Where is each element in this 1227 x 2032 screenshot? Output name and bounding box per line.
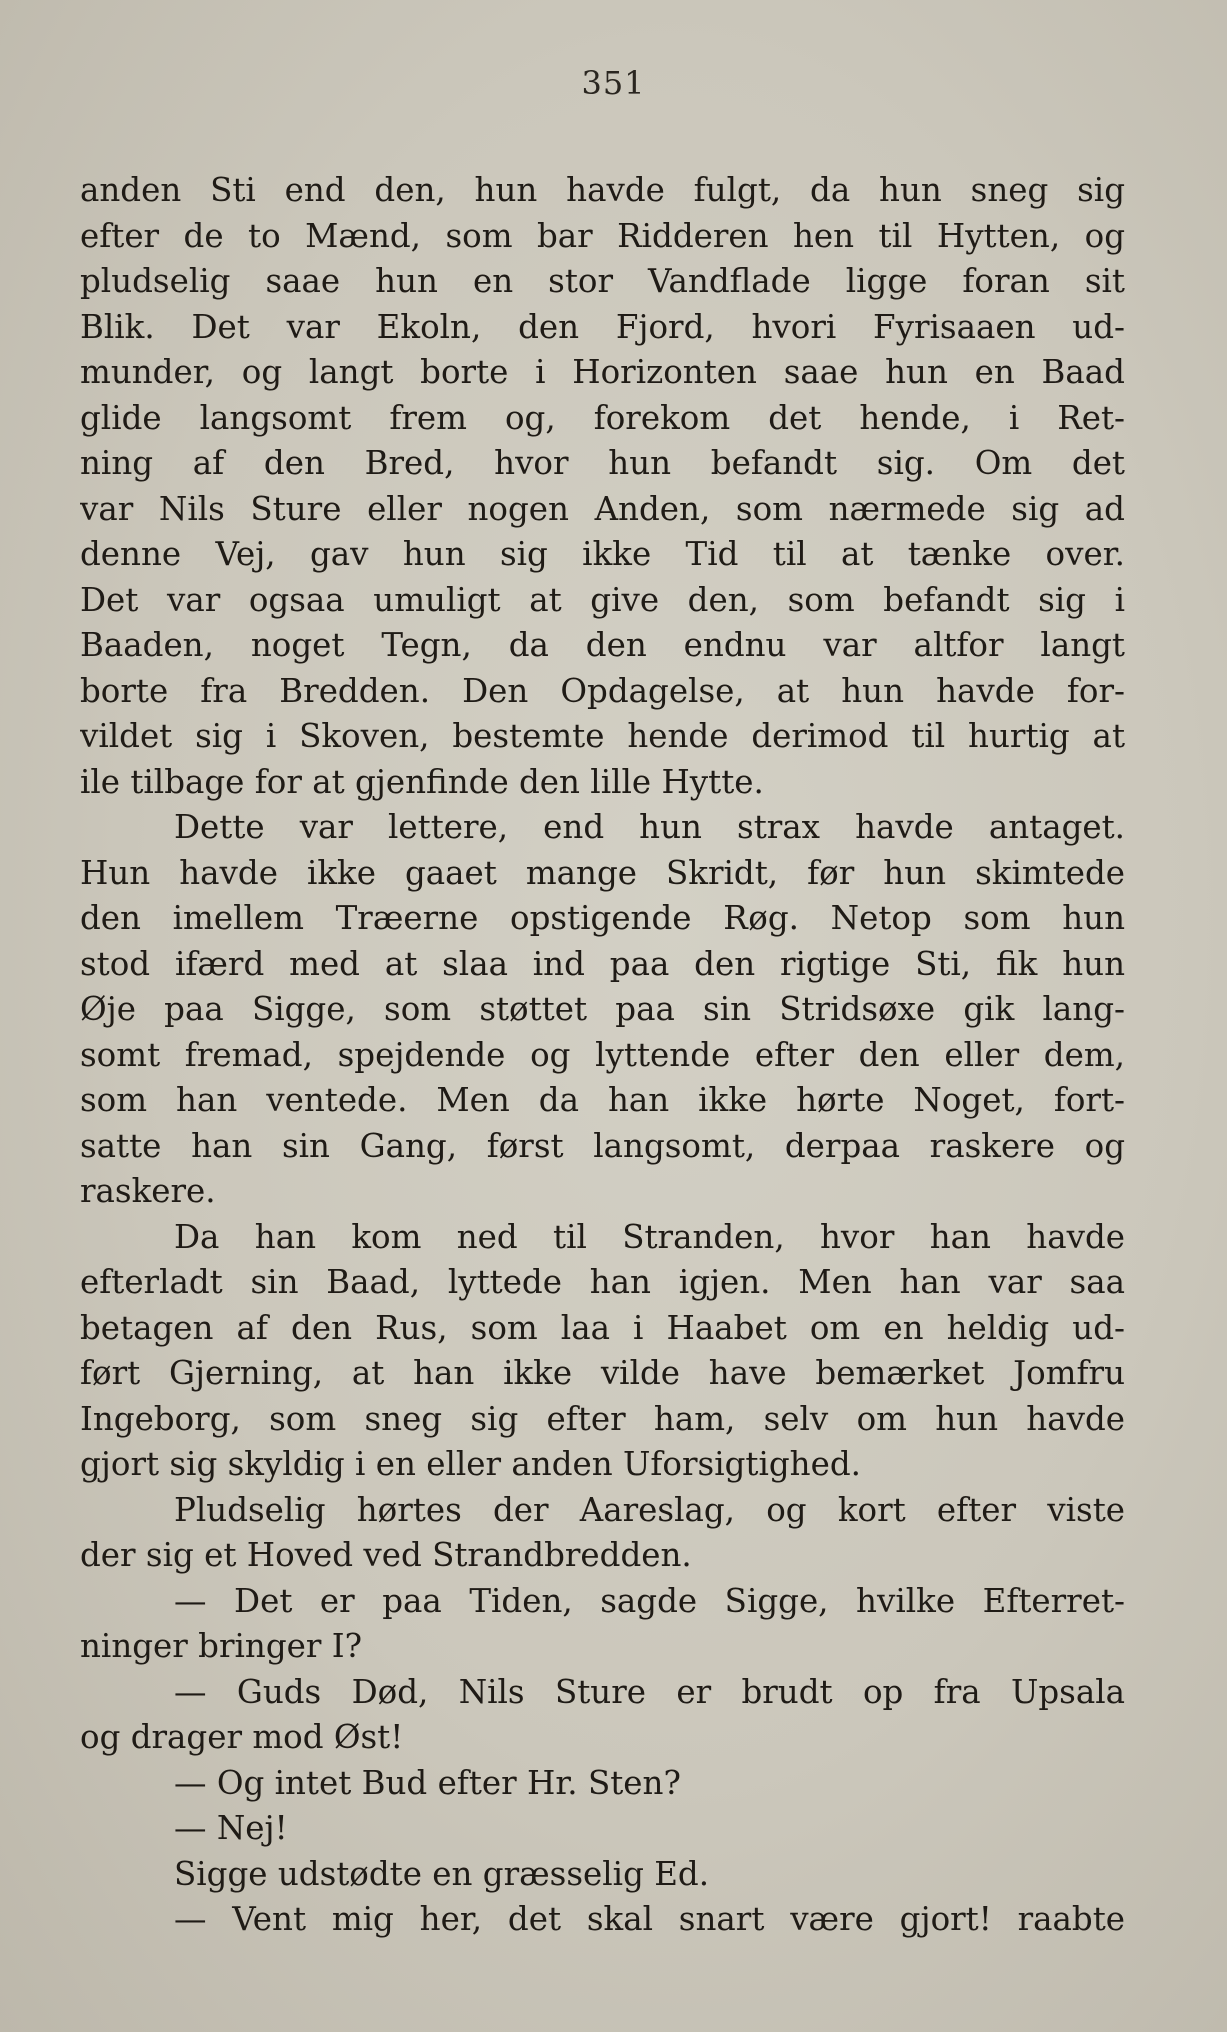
paragraph-start-line: Da han kom ned til Stranden, hvor han havde [174,1217,1125,1256]
text-line: Ingeborg, som sneg sig efter ham, selv om hun havde [80,1399,1125,1438]
dialog-line: — Vent mig her, det skal snart være gjort! raabte [174,1900,1125,1938]
text-line: satte han sin Gang, først langsomt, derpaa raskere og [80,1126,1125,1165]
text-line: glide langsomt frem og, forekom det hende, i Ret- [80,398,1125,437]
text-line: Øje paa Sigge, som støttet paa sin Stridsøxe gik lang- [80,990,1125,1028]
dialog-line: — Nej! [174,1809,288,1847]
text-line: stod ifærd med at slaa ind paa den rigtige Sti, fik hun [80,944,1125,983]
text-line: som han ventede. Men da han ikke hørte Noget, fort- [80,1081,1125,1119]
paragraph-start-line: Sigge udstødte en græsselig Ed. [174,1854,710,1893]
text-line: anden Sti end den, hun havde fulgt, da hun sneg sig [80,171,1125,209]
dialog-line: — Guds Død, Nils Sture er brudt op fra Upsala [174,1672,1125,1711]
text-line: efter de to Mænd, som bar Ridderen hen til Hytten, og [80,216,1125,255]
paragraph-start-line: Pludselig hørtes der Aareslag, og kort efter viste [174,1490,1125,1529]
text-line: pludselig saae hun en stor Vandflade ligge foran sit [80,262,1125,300]
paragraph-start-line: Dette var lettere, end hun strax havde antaget. [174,808,1125,846]
text-line: ning af den Bred, hvor hun befandt sig. Om det [80,444,1125,482]
text-line: ført Gjerning, at han ikke vilde have bemærket Jomfru [80,1354,1125,1392]
text-line: raskere. [80,1172,216,1210]
text-line: munder, og langt borte i Horizonten saae hun en Baad [80,353,1125,391]
text-line: somt fremad, spejdende og lyttende efter den eller dem, [80,1035,1125,1074]
body-text [80,168,1125,1943]
dialog-line: — Det er paa Tiden, sagde Sigge, hvilke Efterret- [174,1581,1125,1620]
text-line: Hun havde ikke gaaet mange Skridt, før hun skimtede [80,853,1125,892]
text-line: den imellem Træerne opstigende Røg. Netop som hun [80,899,1125,937]
text-line: Baaden, noget Tegn, da den endnu var altfor langt [80,626,1125,664]
text-line: der sig et Hoved ved Strandbredden. [80,1536,692,1574]
text-line: og drager mod Øst! [80,1718,404,1756]
text-line: gjort sig skyldig i en eller anden Uforsigtighed. [80,1445,861,1483]
text-line: var Nils Sture eller nogen Anden, som nærmede sig ad [80,489,1125,528]
text-line: betagen af den Rus, som laa i Haabet om en heldig ud- [80,1308,1125,1347]
text-line: Blik. Det var Ekoln, den Fjord, hvori Fyrisaaen ud- [80,307,1125,346]
text-line: borte fra Bredden. Den Opdagelse, at hun havde for- [80,671,1125,710]
dialog-line: — Og intet Bud efter Hr. Sten? [174,1763,681,1802]
text-line: ile tilbage for at gjenfinde den lille Hytte. [80,762,764,801]
text-line: vildet sig i Skoven, bestemte hende derimod til hurtig at [80,717,1125,755]
page-number: 351 [581,64,646,102]
text-line: ninger bringer I? [80,1627,362,1665]
text-line: efterladt sin Baad, lyttede han igjen. Men han var saa [80,1263,1125,1301]
text-line: denne Vej, gav hun sig ikke Tid til at tænke over. [80,535,1125,573]
text-line: Det var ogsaa umuligt at give den, som befandt sig i [80,580,1125,619]
